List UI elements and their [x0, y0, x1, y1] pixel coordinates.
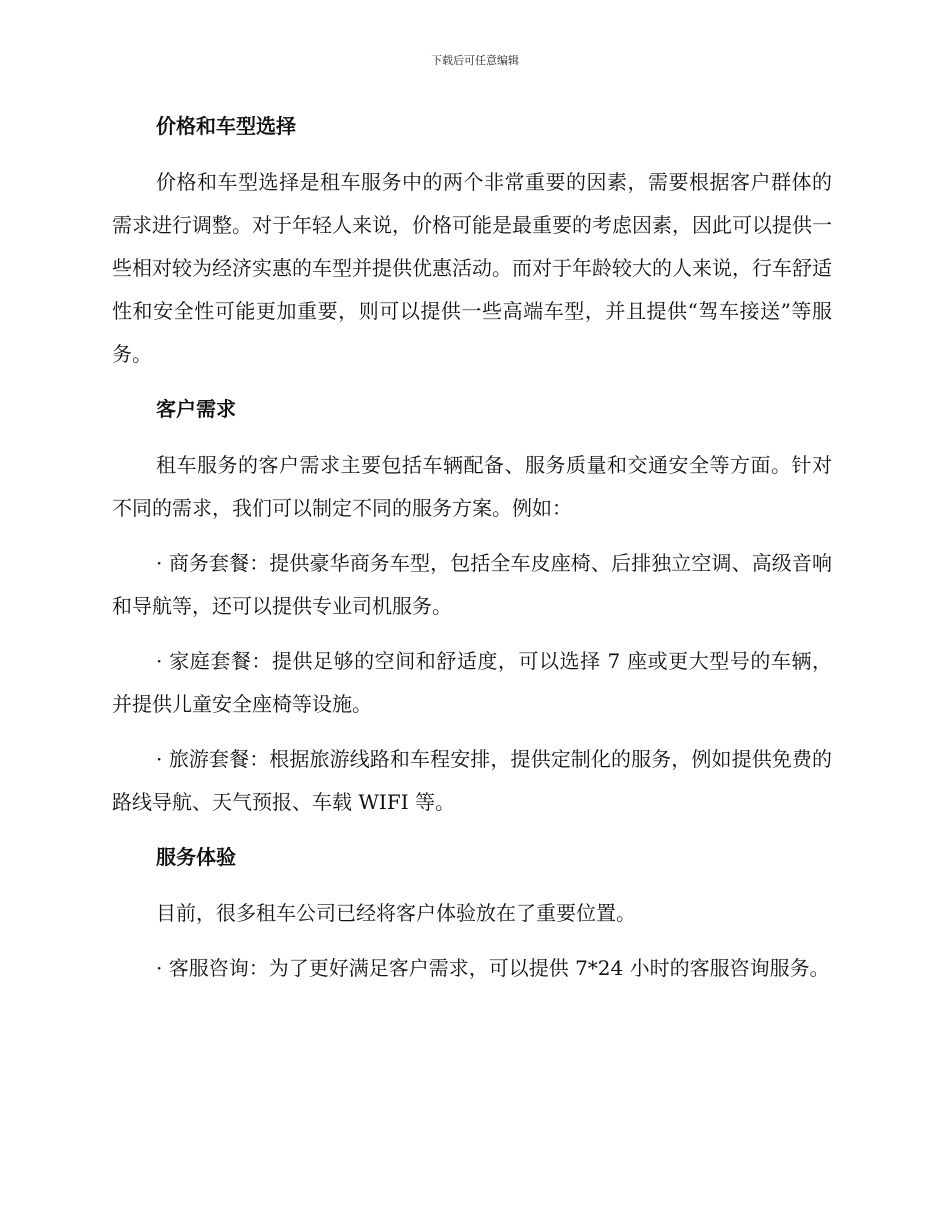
paragraph-service-experience: 目前，很多租车公司已经将客户体验放在了重要位置。	[156, 901, 636, 925]
section-heading-pricing: 价格和车型选择	[156, 114, 296, 138]
section-heading-customer-needs: 客户需求	[156, 397, 236, 421]
document-body	[112, 110, 832, 990]
paragraph-customer-needs: 租车服务的客户需求主要包括车辆配备、服务质量和交通安全等方面。针对不同的需求，我们可以制定不同的服务方案。例如：	[112, 453, 832, 520]
paragraph-pricing: 价格和车型选择是租车服务中的两个非常重要的因素，需要根据客户群体的需求进行调整。对于年轻人来说，价格可能是最重要的考虑因素，因此可以提供一些相对较为经济实惠的车型并提供优惠活动。而对于年龄较大的人来说，行车舒适性和安全性可能更加重要，则可以提供一些高端车型，并且提供“驾车接送”等服务。	[112, 170, 832, 366]
list-item-family-package: · 家庭套餐：提供足够的空间和舒适度，可以选择 7 座或更大型号的车辆，并提供儿童安全座椅等设施。	[112, 649, 832, 716]
list-item-business-package: · 商务套餐：提供豪华商务车型，包括全车皮座椅、后排独立空调、高级音响和导航等，还可以提供专业司机服务。	[112, 551, 832, 618]
list-item-travel-package: · 旅游套餐：根据旅游线路和车程安排，提供定制化的服务，例如提供免费的路线导航、天气预报、车载 WIFI 等。	[112, 747, 832, 814]
section-heading-service-experience: 服务体验	[156, 845, 236, 869]
page-header: 下载后可任意编辑	[431, 54, 519, 67]
list-item-customer-service: · 客服咨询：为了更好满足客户需求，可以提供 7*24 小时的客服咨询服务。	[156, 956, 830, 980]
